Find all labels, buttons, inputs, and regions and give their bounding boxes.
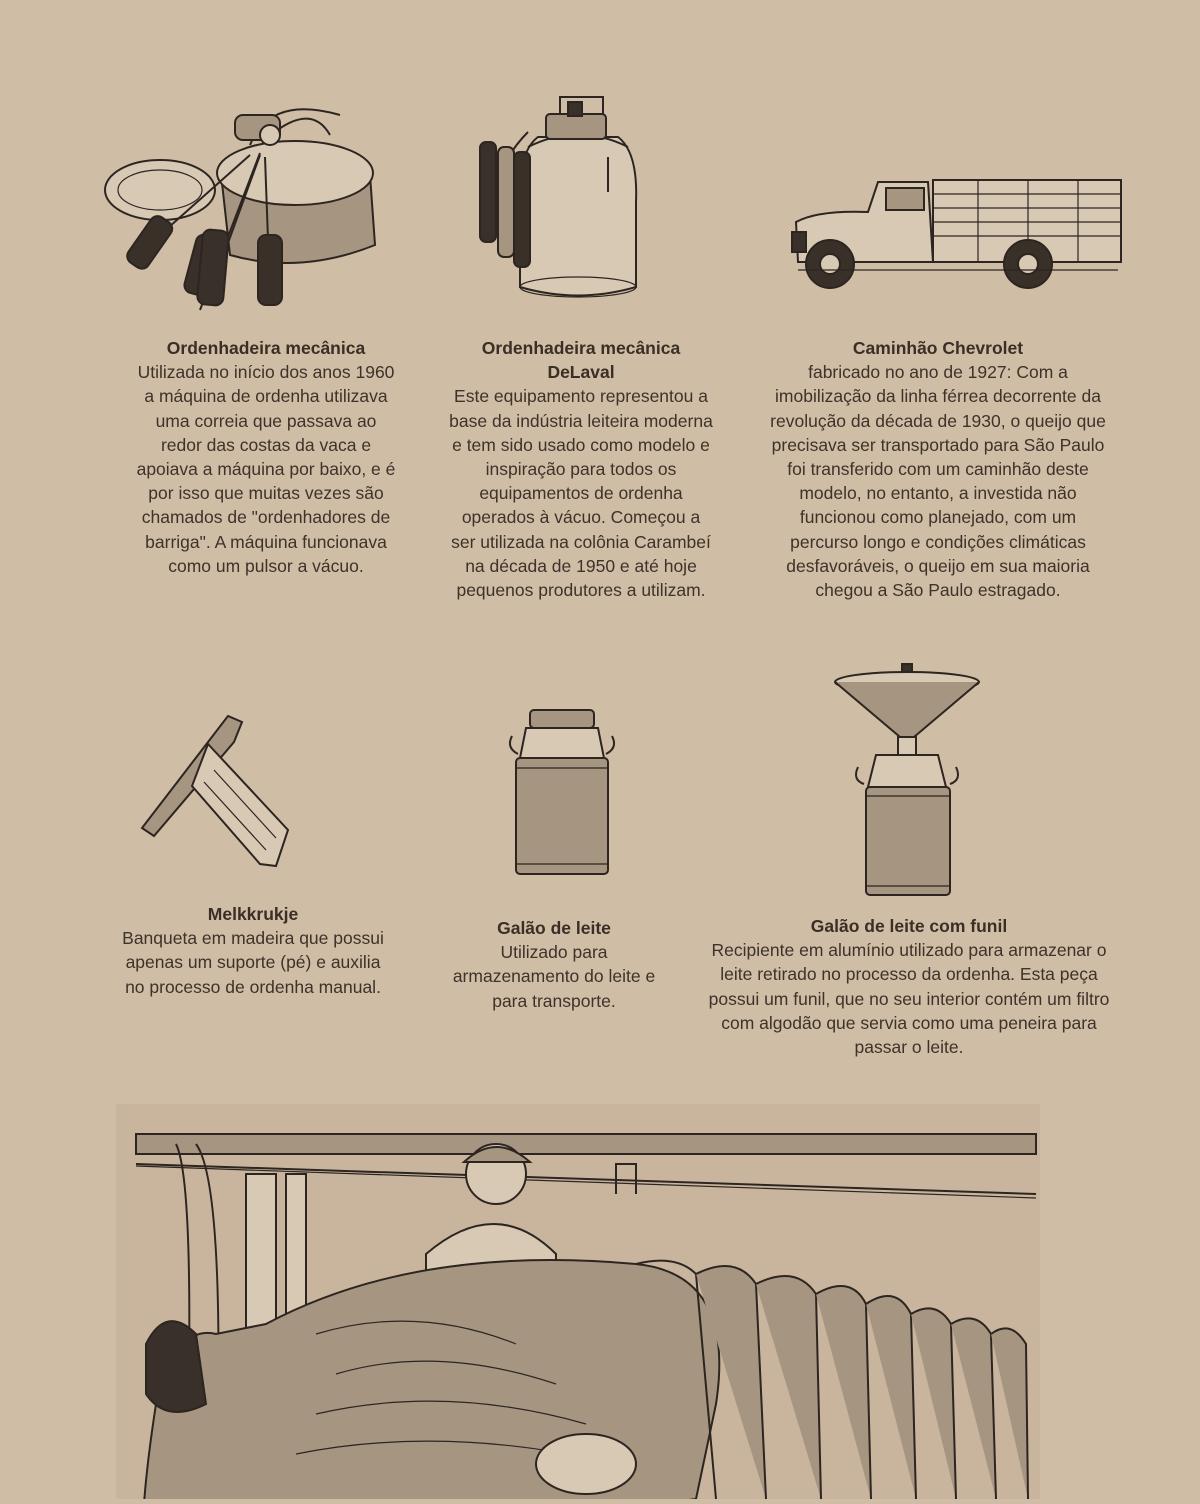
item-caption-4	[122, 902, 384, 999]
milking-stool-icon	[138, 710, 298, 872]
item-description: Este equipamento representou a base da indústria leiteira moderna e tem sido usado como modelo e inspiração para todos os equipamentos de ordenha operados à vácuo. Começou a ser utilizada na colônia Carambeí na década de 1950 e até hoje pequenos produtores a utilizam.	[449, 386, 713, 601]
delaval-milker-icon	[468, 92, 648, 304]
milk-can-icon	[508, 706, 616, 882]
item-caption-2	[448, 336, 714, 602]
item-title: Galão de leite com funil	[810, 916, 1008, 936]
item-title: Ordenhadeira mecânica DeLaval	[481, 338, 681, 383]
item-description: Utilizado para armazenamento do leite e para transporte.	[452, 942, 656, 1011]
item-caption-1	[136, 336, 396, 578]
item-title: Galão de leite	[497, 918, 611, 938]
item-title: Ordenhadeira mecânica	[166, 338, 366, 358]
item-description: Banqueta em madeira que possui apenas um suporte (pé) e auxilia no processo de ordenha manual.	[122, 928, 384, 997]
item-description: Utilizada no início dos anos 1960 a máquina de ordenha utilizava uma correia que passava ao redor das costas da vaca e apoiava a máquina por baixo, e é por isso que muitas vezes são chamados de "ordenhadores de barriga". A máquina funcionava como um pulsor a vácuo.	[136, 362, 396, 576]
item-title: Caminhão Chevrolet	[852, 338, 1024, 358]
item-description: fabricado no ano de 1927: Com a imobilização da linha férrea decorrente da revolução da década de 1930, o queijo que precisava ser transportado para São Paulo foi transferido com um caminhão deste modelo, no entanto, a investida não funcionou como planejado, com um percurso longo e condições climáticas desfavoráveis, o queijo em sua maioria chegou a São Paulo estragado.	[770, 362, 1106, 601]
milking-machine-icon	[100, 95, 390, 320]
item-title: Melkkrukje	[207, 904, 299, 924]
item-description: Recipiente em alumínio utilizado para armazenar o leite retirado no processo da ordenha. Esta peça possui um funil, que no seu interior contém um filtro com algodão que servia como uma peneira para passar o leite.	[708, 940, 1110, 1058]
item-caption-6	[706, 914, 1112, 1059]
item-caption-3	[764, 336, 1112, 602]
item-caption-5	[436, 916, 672, 1013]
milk-can-funnel-icon	[830, 662, 984, 902]
milking-barn-engraving	[116, 1104, 1040, 1499]
chevrolet-truck-icon	[788, 172, 1126, 302]
